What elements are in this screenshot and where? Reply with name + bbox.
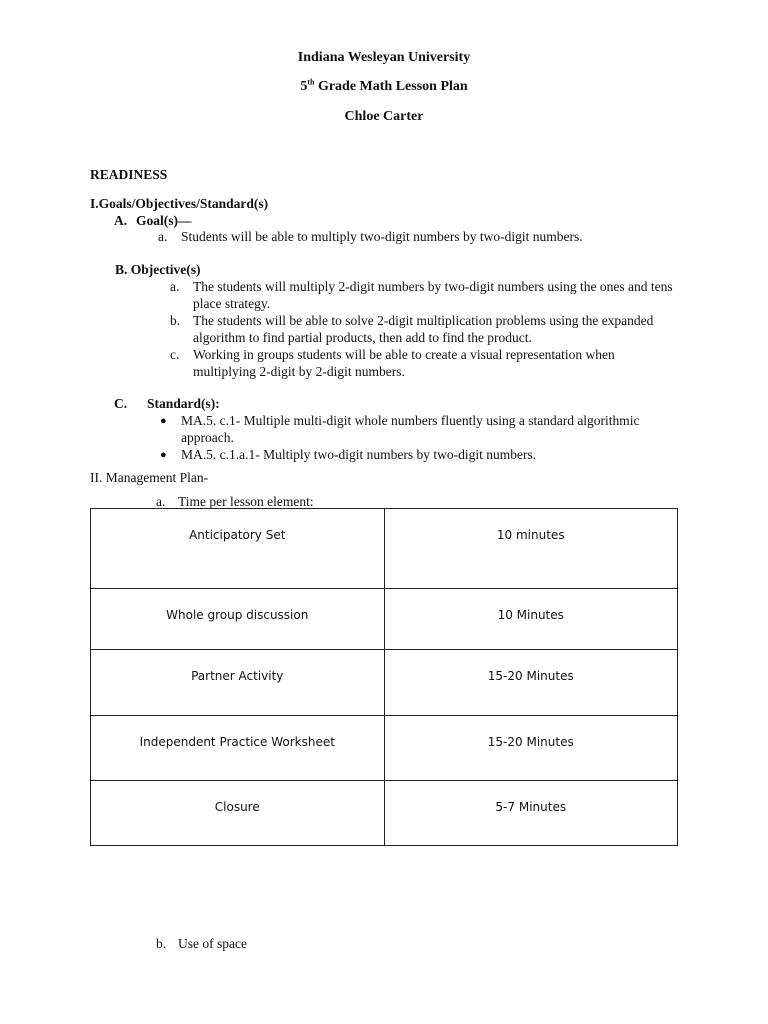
standard-item-1: MA.5. c.1- Multiple multi-digit whole numbers fluently using a standard algorithmic approach. <box>181 413 640 445</box>
time-cell: 5-7 Minutes <box>384 781 678 846</box>
author-name: Chloe Carter <box>344 109 424 124</box>
standard-label: C. <box>114 396 128 411</box>
objective-b-text: The students will be able to solve 2-digit multiplication problems using the expanded algorithm to find partial products, then add to find the product. <box>193 313 654 345</box>
use-of-space-heading: Use of space <box>178 936 247 951</box>
time-cell: 10 minutes <box>384 509 678 589</box>
objective-heading: B. Objective(s) <box>115 262 201 277</box>
table-row <box>91 589 678 650</box>
management-plan-heading: II. Management Plan- <box>90 470 209 485</box>
time-cell: 10 Minutes <box>384 589 678 650</box>
readiness-heading: READINESS <box>90 167 168 182</box>
bullet-icon: ● <box>160 415 167 427</box>
element-cell: Closure <box>91 781 385 846</box>
grade-number: 5 <box>300 79 308 94</box>
table-row <box>91 509 678 589</box>
element-cell: Anticipatory Set <box>91 509 385 589</box>
goals-objectives-heading: I.Goals/Objectives/Standard(s) <box>90 196 269 211</box>
time-cell: 15-20 Minutes <box>384 716 678 781</box>
objective-b-marker: b. <box>170 313 181 328</box>
lesson-plan-title-text: Grade Math Lesson Plan <box>314 79 468 94</box>
time-per-element-marker: a. <box>156 494 166 509</box>
university-name: Indiana Wesleyan University <box>297 50 471 65</box>
standard-heading: Standard(s): <box>147 396 220 411</box>
table-row <box>91 716 678 781</box>
bullet-icon: ● <box>160 449 167 461</box>
element-cell: Independent Practice Worksheet <box>91 716 385 781</box>
table-row <box>91 781 678 846</box>
element-cell: Whole group discussion <box>91 589 385 650</box>
goal-item-marker: a. <box>158 229 168 244</box>
time-table <box>90 508 678 846</box>
objective-c-text: Working in groups students will be able to create a visual representation when multiplying 2-digit by 2-digit numbers. <box>193 347 615 379</box>
use-of-space-marker: b. <box>156 936 167 951</box>
objective-a-text: The students will multiply 2-digit numbers by two-digit numbers using the ones and tens place strategy. <box>193 279 673 311</box>
objective-a-marker: a. <box>170 279 180 294</box>
goal-heading: Goal(s)— <box>136 213 192 228</box>
standard-item-2: MA.5. c.1.a.1- Multiply two-digit numbers by two-digit numbers. <box>181 447 537 462</box>
lesson-plan-title <box>0 78 768 95</box>
element-cell: Partner Activity <box>91 650 385 716</box>
objective-c-marker: c. <box>170 347 180 362</box>
time-cell: 15-20 Minutes <box>384 650 678 716</box>
table-row <box>91 650 678 716</box>
goal-label: A. <box>114 213 128 228</box>
time-per-element-heading: Time per lesson element: <box>178 494 314 509</box>
grade-suffix: th <box>307 77 315 87</box>
goal-item-text: Students will be able to multiply two-digit numbers by two-digit numbers. <box>181 229 583 244</box>
